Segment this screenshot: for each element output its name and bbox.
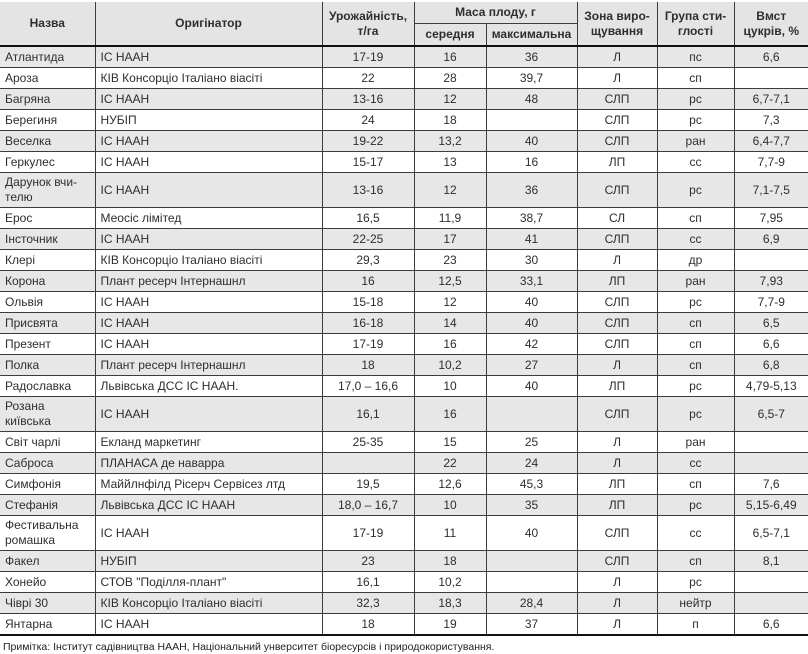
cell-mass-maximum: 30: [486, 250, 577, 271]
cell-mass-maximum: 37: [486, 614, 577, 636]
table-row: [0, 250, 808, 271]
cell-yield: 23: [322, 551, 414, 572]
cell-growing-zone: ЛП: [577, 152, 657, 173]
cell-yield: 24: [322, 110, 414, 131]
cell-originator: ІС НААН: [95, 131, 322, 152]
cell-ripeness-group: рс: [657, 292, 734, 313]
cell-variety-name: Чіврі 30: [0, 593, 95, 614]
cell-mass-maximum: [486, 397, 577, 432]
cell-variety-name: Симфонія: [0, 474, 95, 495]
cell-mass-average: 18,3: [414, 593, 486, 614]
cell-growing-zone: СЛП: [577, 292, 657, 313]
column-header-sugar: Вмст цукрів, %: [734, 2, 808, 46]
cell-sugar-content: [734, 250, 808, 271]
cell-mass-average: 17: [414, 229, 486, 250]
cell-growing-zone: СЛП: [577, 229, 657, 250]
column-header-ripeness-group: Група сти-глості: [657, 2, 734, 46]
cell-originator: ПЛАНАСА де наварра: [95, 453, 322, 474]
cell-mass-maximum: 33,1: [486, 271, 577, 292]
cell-yield: [322, 453, 414, 474]
cell-sugar-content: 5,15-6,49: [734, 495, 808, 516]
column-header-mass-average: середня: [414, 24, 486, 47]
cell-ripeness-group: ран: [657, 271, 734, 292]
cell-growing-zone: Л: [577, 46, 657, 68]
cell-variety-name: Презент: [0, 334, 95, 355]
cell-variety-name: Ерос: [0, 208, 95, 229]
cell-yield: 15-17: [322, 152, 414, 173]
cell-yield: 16: [322, 271, 414, 292]
varieties-table: [0, 2, 808, 636]
cell-mass-average: 16: [414, 46, 486, 68]
cell-ripeness-group: рс: [657, 173, 734, 208]
cell-ripeness-group: сп: [657, 313, 734, 334]
column-header-zone: Зона виро-щування: [577, 2, 657, 46]
cell-ripeness-group: др: [657, 250, 734, 271]
cell-variety-name: Веселка: [0, 131, 95, 152]
cell-sugar-content: 7,95: [734, 208, 808, 229]
table-row: [0, 495, 808, 516]
cell-sugar-content: 6,8: [734, 355, 808, 376]
cell-growing-zone: ЛП: [577, 495, 657, 516]
cell-originator: ІС НААН: [95, 397, 322, 432]
table-row: [0, 68, 808, 89]
cell-ripeness-group: рс: [657, 572, 734, 593]
cell-mass-average: 12,6: [414, 474, 486, 495]
cell-mass-maximum: 39,7: [486, 68, 577, 89]
cell-mass-average: 16: [414, 334, 486, 355]
cell-sugar-content: [734, 432, 808, 453]
cell-mass-maximum: 28,4: [486, 593, 577, 614]
cell-ripeness-group: сп: [657, 474, 734, 495]
cell-mass-average: 12: [414, 173, 486, 208]
cell-mass-maximum: 45,3: [486, 474, 577, 495]
cell-mass-average: 12: [414, 292, 486, 313]
cell-yield: 17-19: [322, 334, 414, 355]
cell-growing-zone: Л: [577, 355, 657, 376]
cell-yield: 17-19: [322, 46, 414, 68]
table-row: [0, 474, 808, 495]
cell-sugar-content: 7,6: [734, 474, 808, 495]
cell-growing-zone: СЛП: [577, 397, 657, 432]
cell-originator: ІС НААН: [95, 614, 322, 636]
cell-variety-name: Полка: [0, 355, 95, 376]
cell-sugar-content: 6,5-7,1: [734, 516, 808, 551]
cell-mass-maximum: 40: [486, 131, 577, 152]
cell-originator: ІС НААН: [95, 89, 322, 110]
cell-originator: ІС НААН: [95, 229, 322, 250]
cell-growing-zone: СЛП: [577, 110, 657, 131]
cell-growing-zone: СЛП: [577, 313, 657, 334]
cell-ripeness-group: сп: [657, 355, 734, 376]
cell-yield: 16,1: [322, 397, 414, 432]
cell-variety-name: Дарунок вчи-телю: [0, 173, 95, 208]
cell-variety-name: Янтарна: [0, 614, 95, 636]
cell-yield: 16,5: [322, 208, 414, 229]
cell-originator: КІВ Консорціо Італіано віасіті: [95, 68, 322, 89]
table-row: [0, 131, 808, 152]
cell-sugar-content: 6,5-7: [734, 397, 808, 432]
cell-mass-maximum: 41: [486, 229, 577, 250]
cell-mass-average: 19: [414, 614, 486, 636]
cell-originator: ІС НААН: [95, 334, 322, 355]
cell-originator: Маййлнфілд Рісерч Сервісез лтд: [95, 474, 322, 495]
cell-mass-maximum: 48: [486, 89, 577, 110]
cell-growing-zone: СЛП: [577, 516, 657, 551]
column-header-mass-maximum: максимальна: [486, 24, 577, 47]
table-row: [0, 229, 808, 250]
cell-ripeness-group: сс: [657, 516, 734, 551]
cell-sugar-content: 6,9: [734, 229, 808, 250]
cell-variety-name: Радославка: [0, 376, 95, 397]
column-header-fruit-mass-group: Маса плоду, г: [414, 2, 577, 24]
cell-sugar-content: 6,6: [734, 46, 808, 68]
cell-ripeness-group: сп: [657, 208, 734, 229]
cell-mass-average: 18: [414, 110, 486, 131]
cell-sugar-content: 8,1: [734, 551, 808, 572]
cell-mass-average: 10: [414, 376, 486, 397]
cell-mass-maximum: 16: [486, 152, 577, 173]
cell-variety-name: Геркулес: [0, 152, 95, 173]
cell-originator: СТОВ "Поділля-плант": [95, 572, 322, 593]
cell-ripeness-group: п: [657, 614, 734, 636]
cell-growing-zone: Л: [577, 68, 657, 89]
cell-sugar-content: 7,93: [734, 271, 808, 292]
footnote: Примітка: Інститут садівництва НААН, Національний унверситет біоресурсів і природокористування.: [3, 641, 495, 653]
column-header-name: Назва: [0, 2, 95, 46]
cell-yield: 19-22: [322, 131, 414, 152]
cell-variety-name: Саброса: [0, 453, 95, 474]
cell-originator: ІС НААН: [95, 173, 322, 208]
cell-variety-name: Факел: [0, 551, 95, 572]
table-row: [0, 453, 808, 474]
cell-originator: Плант ресерч Інтернашнл: [95, 355, 322, 376]
cell-ripeness-group: рс: [657, 376, 734, 397]
cell-originator: Плант ресерч Інтернашнл: [95, 271, 322, 292]
cell-growing-zone: Л: [577, 614, 657, 636]
cell-originator: КІВ Консорціо Італіано віасіті: [95, 593, 322, 614]
cell-sugar-content: 6,7-7,1: [734, 89, 808, 110]
cell-ripeness-group: сс: [657, 229, 734, 250]
cell-originator: КІВ Консорціо Італіано віасіті: [95, 250, 322, 271]
cell-sugar-content: 6,5: [734, 313, 808, 334]
cell-variety-name: Багряна: [0, 89, 95, 110]
cell-variety-name: Присвята: [0, 313, 95, 334]
cell-ripeness-group: сп: [657, 68, 734, 89]
table-row: [0, 593, 808, 614]
cell-sugar-content: [734, 593, 808, 614]
table-row: [0, 432, 808, 453]
cell-originator: Львівська ДСС ІС НААН: [95, 495, 322, 516]
cell-sugar-content: [734, 453, 808, 474]
table-row: [0, 551, 808, 572]
cell-variety-name: Клері: [0, 250, 95, 271]
cell-mass-average: 11,9: [414, 208, 486, 229]
cell-yield: 29,3: [322, 250, 414, 271]
cell-mass-maximum: 35: [486, 495, 577, 516]
cell-growing-zone: ЛП: [577, 271, 657, 292]
cell-mass-average: 10: [414, 495, 486, 516]
cell-yield: 18: [322, 614, 414, 636]
cell-yield: 13-16: [322, 173, 414, 208]
cell-originator: НУБІП: [95, 551, 322, 572]
cell-mass-maximum: 27: [486, 355, 577, 376]
cell-sugar-content: 4,79-5,13: [734, 376, 808, 397]
cell-yield: 22-25: [322, 229, 414, 250]
cell-ripeness-group: сп: [657, 551, 734, 572]
table-row: [0, 397, 808, 432]
cell-yield: 32,3: [322, 593, 414, 614]
table-row: [0, 152, 808, 173]
cell-mass-maximum: [486, 551, 577, 572]
cell-originator: ІС НААН: [95, 46, 322, 68]
cell-mass-maximum: 40: [486, 313, 577, 334]
column-header-originator: Оригінатор: [95, 2, 322, 46]
cell-mass-average: 11: [414, 516, 486, 551]
table-row: [0, 313, 808, 334]
cell-yield: 22: [322, 68, 414, 89]
cell-originator: Львівська ДСС ІС НААН.: [95, 376, 322, 397]
cell-yield: 25-35: [322, 432, 414, 453]
cell-yield: 16,1: [322, 572, 414, 593]
cell-yield: 15-18: [322, 292, 414, 313]
cell-originator: ІС НААН: [95, 292, 322, 313]
cell-variety-name: Берегиня: [0, 110, 95, 131]
cell-mass-average: 15: [414, 432, 486, 453]
cell-mass-maximum: 40: [486, 292, 577, 313]
cell-sugar-content: 7,3: [734, 110, 808, 131]
cell-mass-maximum: 38,7: [486, 208, 577, 229]
table-header: [0, 2, 808, 46]
cell-ripeness-group: рс: [657, 397, 734, 432]
cell-ripeness-group: сс: [657, 453, 734, 474]
table-row: [0, 208, 808, 229]
table-row: [0, 89, 808, 110]
cell-originator: ІС НААН: [95, 516, 322, 551]
cell-ripeness-group: сп: [657, 334, 734, 355]
cell-yield: 18,0 – 16,7: [322, 495, 414, 516]
cell-ripeness-group: нейтр: [657, 593, 734, 614]
table-row: [0, 271, 808, 292]
cell-yield: 19,5: [322, 474, 414, 495]
cell-growing-zone: СЛП: [577, 334, 657, 355]
table-row: [0, 110, 808, 131]
cell-mass-average: 10,2: [414, 355, 486, 376]
table-row: [0, 292, 808, 313]
cell-mass-average: 18: [414, 551, 486, 572]
cell-mass-maximum: [486, 110, 577, 131]
cell-mass-average: 13: [414, 152, 486, 173]
cell-growing-zone: Л: [577, 250, 657, 271]
cell-growing-zone: СЛП: [577, 131, 657, 152]
cell-mass-maximum: 42: [486, 334, 577, 355]
cell-sugar-content: 7,1-7,5: [734, 173, 808, 208]
cell-mass-average: 12: [414, 89, 486, 110]
table-row: [0, 614, 808, 636]
cell-mass-average: 10,2: [414, 572, 486, 593]
table-row: [0, 334, 808, 355]
cell-growing-zone: СЛП: [577, 173, 657, 208]
cell-growing-zone: ЛП: [577, 474, 657, 495]
cell-growing-zone: ЛП: [577, 376, 657, 397]
cell-sugar-content: 7,7-9: [734, 152, 808, 173]
cell-mass-maximum: [486, 572, 577, 593]
cell-growing-zone: Л: [577, 593, 657, 614]
cell-variety-name: Розана київська: [0, 397, 95, 432]
cell-yield: 17-19: [322, 516, 414, 551]
cell-mass-average: 22: [414, 453, 486, 474]
cell-yield: 13-16: [322, 89, 414, 110]
cell-growing-zone: Л: [577, 453, 657, 474]
table-row: [0, 173, 808, 208]
cell-growing-zone: Л: [577, 572, 657, 593]
cell-yield: 16-18: [322, 313, 414, 334]
cell-variety-name: Інсточник: [0, 229, 95, 250]
cell-variety-name: Стефанія: [0, 495, 95, 516]
cell-sugar-content: [734, 572, 808, 593]
cell-growing-zone: СЛП: [577, 89, 657, 110]
cell-variety-name: Хонейо: [0, 572, 95, 593]
cell-variety-name: Ароза: [0, 68, 95, 89]
cell-originator: ІС НААН: [95, 313, 322, 334]
cell-ripeness-group: ран: [657, 432, 734, 453]
cell-ripeness-group: рс: [657, 89, 734, 110]
cell-variety-name: Ольвія: [0, 292, 95, 313]
cell-mass-average: 28: [414, 68, 486, 89]
cell-variety-name: Атлантида: [0, 46, 95, 68]
cell-variety-name: Корона: [0, 271, 95, 292]
cell-originator: Меосіс лімітед: [95, 208, 322, 229]
cell-sugar-content: 6,6: [734, 614, 808, 636]
cell-mass-maximum: 40: [486, 516, 577, 551]
cell-originator: Екланд маркетинг: [95, 432, 322, 453]
cell-sugar-content: [734, 68, 808, 89]
cell-mass-average: 16: [414, 397, 486, 432]
column-header-yield: Урожайність, т/га: [322, 2, 414, 46]
cell-sugar-content: 7,7-9: [734, 292, 808, 313]
table-row: [0, 376, 808, 397]
cell-sugar-content: 6,4-7,7: [734, 131, 808, 152]
cell-originator: НУБІП: [95, 110, 322, 131]
cell-growing-zone: Л: [577, 432, 657, 453]
table-row: [0, 516, 808, 551]
cell-ripeness-group: пс: [657, 46, 734, 68]
cell-mass-average: 23: [414, 250, 486, 271]
table-body: [0, 46, 808, 635]
cell-mass-maximum: 24: [486, 453, 577, 474]
cell-growing-zone: СЛП: [577, 551, 657, 572]
cell-mass-maximum: 40: [486, 376, 577, 397]
cell-mass-average: 13,2: [414, 131, 486, 152]
cell-originator: ІС НААН: [95, 152, 322, 173]
cell-variety-name: Фестивальна ромашка: [0, 516, 95, 551]
cell-variety-name: Світ чарлі: [0, 432, 95, 453]
cell-ripeness-group: рс: [657, 110, 734, 131]
cell-mass-maximum: 25: [486, 432, 577, 453]
cell-mass-average: 14: [414, 313, 486, 334]
cell-growing-zone: СЛ: [577, 208, 657, 229]
cell-ripeness-group: сс: [657, 152, 734, 173]
cell-ripeness-group: ран: [657, 131, 734, 152]
cell-mass-maximum: 36: [486, 46, 577, 68]
table-row: [0, 572, 808, 593]
cell-sugar-content: 6,6: [734, 334, 808, 355]
cell-ripeness-group: рс: [657, 495, 734, 516]
cell-mass-average: 12,5: [414, 271, 486, 292]
cell-mass-maximum: 36: [486, 173, 577, 208]
table-row: [0, 46, 808, 68]
table-row: [0, 355, 808, 376]
cell-yield: 18: [322, 355, 414, 376]
cell-yield: 17,0 – 16,6: [322, 376, 414, 397]
